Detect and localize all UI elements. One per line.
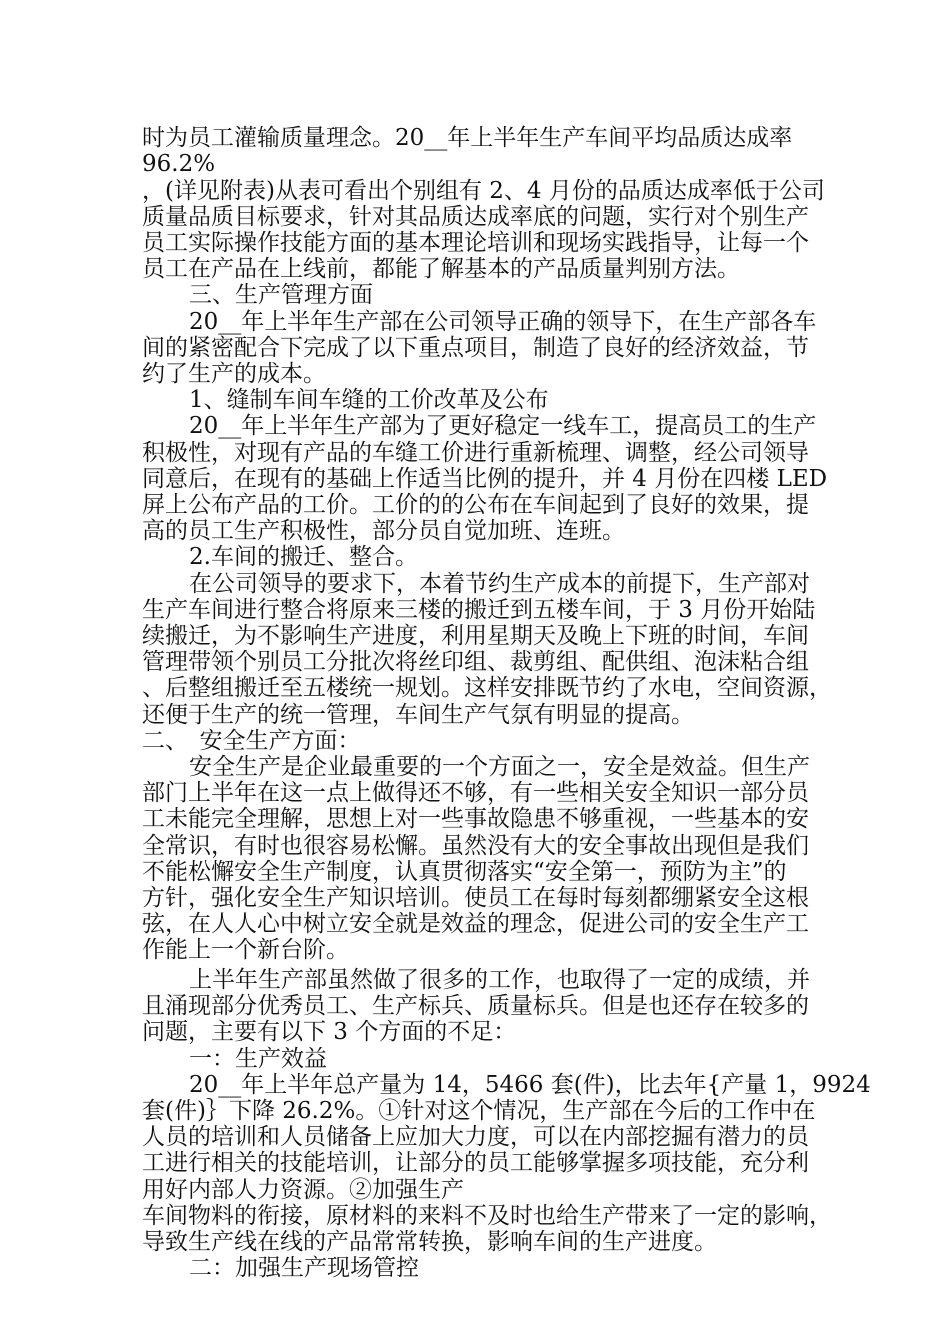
text-line: 间的紧密配合下完成了以下重点项目，制造了良好的经济效益，节 — [142, 335, 809, 361]
text-line: 、后整组搬迁至五楼统一规划。这样安排既节约了水电，空间资源， — [142, 675, 832, 701]
text-line: 人员的培训和人员储备上应加大力度，可以在内部挖掘有潜力的员 — [142, 1124, 809, 1150]
text-line: 全常识，有时也很容易松懈。虽然没有大的安全事故出现但是我们 — [142, 833, 809, 859]
text-line: 导致生产线在线的产品常常转换，影响车间的生产进度。 — [142, 1229, 717, 1255]
text-line: 20__年上半年生产部为了更好稳定一线车工，提高员工的生产 — [189, 413, 817, 439]
text-line: 问题，主要有以下 3 个方面的不足： — [142, 1019, 517, 1045]
text-line: 车间物料的衔接，原材料的来料不及时也给生产带来了一定的影响， — [142, 1203, 832, 1229]
text-line: 屏上公布产品的工价。工价的的公布在车间起到了良好的效果，提 — [142, 492, 809, 518]
text-line: 质量品质目标要求，针对其品质达成率底的问题，实行对个别生产 — [142, 204, 809, 230]
text-line: 时为员工灌输质量理念。20__年上半年生产车间平均品质达成率 — [142, 125, 793, 151]
text-line: 20__年上半年生产部在公司领导正确的领导下，在生产部各车 — [189, 309, 817, 335]
text-line: 用好内部人力资源。②加强生产 — [142, 1177, 464, 1203]
text-line: 员工实际操作技能方面的基本理论培训和现场实践指导，让每一个 — [142, 230, 809, 256]
text-line: 20__年上半年总产量为 14，5466 套(件)，比去年{产量 1，9924 — [189, 1072, 871, 1098]
section-heading: 二、 安全生产方面： — [142, 728, 361, 754]
text-line: 生产车间进行整合将原来三楼的搬迁到五楼车间，于 3 月份开始陆 — [142, 597, 816, 623]
text-line: 同意后，在现有的基础上作适当比例的提升，并 4 月份在四楼 LED — [142, 466, 828, 492]
text-line: ，(详见附表)从表可看出个别组有 2、4 月份的品质达成率低于公司 — [142, 178, 825, 204]
text-line: 作能上一个新台阶。 — [142, 937, 349, 963]
text-line: 方针，强化安全生产知识培训。使员工在每时每刻都绷紧安全这根 — [142, 885, 809, 911]
subsection-heading: 一：生产效益 — [189, 1046, 327, 1072]
text-line: 96.2% — [142, 151, 216, 177]
subsection-heading: 1、缝制车间车缝的工价改革及公布 — [189, 387, 549, 413]
text-line: 部门上半年在这一点上做得还不够，有一些相关安全知识一部分员 — [142, 780, 809, 806]
text-line: 高的员工生产积极性，部分员自觉加班、连班。 — [142, 518, 625, 544]
text-line: 不能松懈安全生产制度，认真贯彻落实“安全第一，预防为主”的 — [142, 859, 787, 885]
text-line: 还便于生产的统一管理，车间生产气氛有明显的提高。 — [142, 702, 694, 728]
subsection-heading: 二：加强生产现场管控 — [189, 1255, 419, 1281]
text-line: 员工在产品在上线前，都能了解基本的产品质量判别方法。 — [142, 256, 740, 282]
subsection-heading: 2.车间的搬迁、整合。 — [189, 544, 418, 570]
text-line: 弦，在人人心中树立安全就是效益的理念，促进公司的安全生产工 — [142, 911, 809, 937]
text-line: 管理带领个别员工分批次将丝印组、裁剪组、配供组、泡沫粘合组 — [142, 649, 809, 675]
text-line: 工未能完全理解，思想上对一些事故隐患不够重视，一些基本的安 — [142, 806, 809, 832]
text-line: 套(件)｝下降 26.2%。①针对这个情况，生产部在今后的工作中在 — [142, 1098, 816, 1124]
text-line: 工进行相关的技能培训，让部分的员工能够掌握多项技能，充分利 — [142, 1150, 809, 1176]
text-line: 且涌现部分优秀员工、生产标兵、质量标兵。但是也还存在较多的 — [142, 993, 809, 1019]
text-line: 在公司领导的要求下，本着节约生产成本的前提下，生产部对 — [189, 571, 810, 597]
text-line: 积极性，对现有产品的车缝工价进行重新梳理、调整，经公司领导 — [142, 440, 809, 466]
text-line: 上半年生产部虽然做了很多的工作，也取得了一定的成绩，并 — [189, 967, 810, 993]
section-heading: 三、生产管理方面 — [189, 282, 373, 308]
text-line: 安全生产是企业最重要的一个方面之一，安全是效益。但生产 — [189, 754, 810, 780]
text-line: 续搬迁，为不影响生产进度，利用星期天及晚上下班的时间，车间 — [142, 623, 809, 649]
text-line: 约了生产的成本。 — [142, 361, 326, 387]
